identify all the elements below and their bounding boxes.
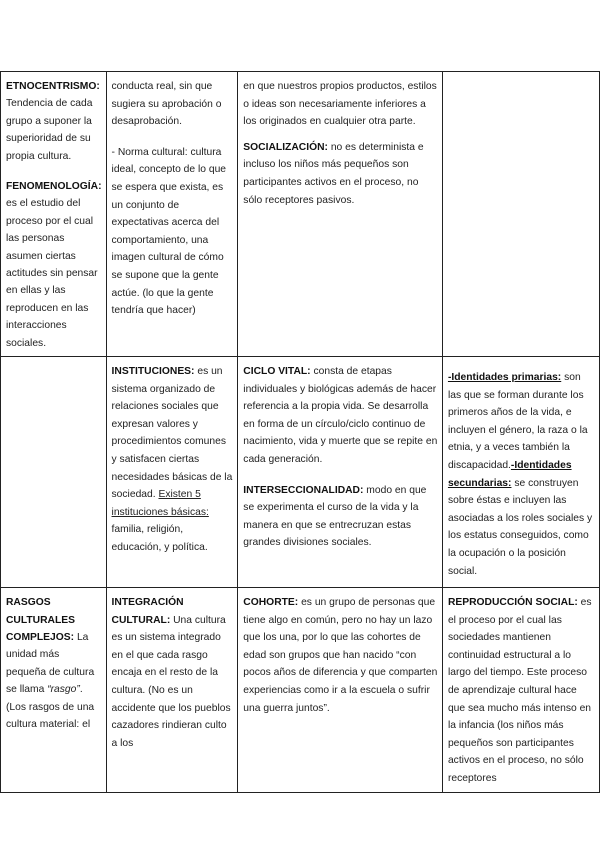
definition: es el proceso por el cual las sociedades mantienen continuidad estructural a lo largo del tiempo. Este proceso de aprendizaje cultural hace que sea mucho más intenso en la infancia (los niños más pequeños son participantes activos en el proceso, no sólo receptores [447, 597, 592, 785]
cell-r2-c4 [442, 357, 599, 588]
term: INTEGRACIÓN CULTURAL: [111, 597, 184, 626]
definition: es un sistema organizado de relaciones sociales que expresan valores y procedimientos comunes y satisfacen ciertas necesidades básicas de la sociedad. [111, 366, 233, 501]
table-row [1, 588, 600, 793]
cell-r3-c3 [238, 588, 443, 793]
rasgos-entry [6, 594, 102, 733]
continued-text: en que nuestros propios productos, estilos o ideas son necesariamente inferiores a los originados en cualquier otra parte. [243, 81, 437, 128]
term: COHORTE: [243, 597, 299, 609]
term: CICLO VITAL: [243, 366, 311, 378]
definition: son las que se forman durante los primeros años de la vida, e incluyen el género, la raza o la etnia, y a veces también la discapacidad. [447, 372, 588, 472]
cell-r3-c2 [106, 588, 238, 793]
definition: no es determinista e incluso los niños más pequeños son participantes activos en el proceso, no sólo receptores pasivos. [243, 141, 424, 206]
definition: Una cultura es un sistema integrado en el que cada rasgo encaja en el resto de la cultura. (No es un accidente que los pueblos cazadores rindieran culto a los [111, 614, 231, 749]
ciclo-vital-entry [243, 363, 438, 469]
term: -Identidades primarias: [447, 372, 562, 384]
cell-r2-c1 [1, 357, 107, 588]
reproduccion-entry [448, 594, 595, 788]
term: SOCIALIZACIÓN: [243, 141, 328, 153]
cell-r1-c3 [238, 72, 443, 357]
definition: es el estudio del proceso por el cual las personas asumen ciertas actitudes sin pensar en ellas y las reproducen en las interacciones sociales. [6, 198, 98, 349]
cell-r1-c2 [106, 72, 238, 357]
instituciones-entry [112, 363, 234, 557]
definition: La unidad más pequeña de cultura se llama [6, 631, 95, 696]
table-row [1, 357, 600, 588]
table-row [1, 72, 600, 357]
term: REPRODUCCIÓN SOCIAL: [447, 597, 578, 609]
definition: modo en que se experimenta el curso de la vida y la manera en que se entrecruzan estas grandes divisiones sociales. [243, 484, 427, 549]
term: -Identidades secundarias: [447, 460, 572, 489]
definition: consta de etapas individuales y biológicas además de hacer referencia a la propia vida. Se desarrolla en forma de un círculo/ciclo continuo de nacimiento, vida y muerte que se repite en cada generación. [243, 366, 438, 466]
continued-text: conducta real, sin que sugiera su aprobación o desaprobación. [111, 81, 222, 128]
interseccionalidad-entry [243, 482, 438, 552]
cell-r1-c1 [1, 72, 107, 357]
definition: Tendencia de cada grupo a suponer la superioridad de su propia cultura. [6, 98, 93, 162]
definition: es un grupo de personas que tiene algo en común, pero no hay un lazo que los una, por lo que las cohortes de edad son grupos que han nacido “con pocos años de diferencia y que comparten experiencias como ir a la escuela o sufrir una guerra juntos”. [243, 597, 438, 714]
instituciones-underlined: Existen 5 instituciones básicas: [111, 489, 209, 518]
socializacion-entry [243, 139, 438, 209]
etnocentrismo-entry [6, 78, 102, 165]
integracion-entry [112, 594, 234, 752]
fenomenologia-entry [6, 178, 102, 352]
cell-r3-c4 [442, 588, 599, 793]
cell-r1-c4 [442, 72, 599, 357]
identidades-entry [448, 363, 595, 580]
definition-tail: familia, religión, educación, y política. [111, 524, 208, 554]
rasgo-italic: “rasgo” [47, 684, 80, 696]
term: RASGOS CULTURALES COMPLEJOS: [6, 597, 76, 643]
definition-tail: . (Los rasgos de una cultura material: el [6, 684, 95, 730]
cell-r2-c3 [238, 357, 443, 588]
cohorte-entry [243, 594, 438, 717]
norma-cultural-entry: - Norma cultural: cultura ideal, concepto de lo que se espera que exista, es un conjunto de expectativas acerca del comportamiento, una imagen cultural de cómo se supone que la gente actúe. (lo que la gente tendría que hacer) [111, 146, 227, 317]
cell-r2-c2 [106, 357, 238, 588]
definition: se construyen sobre éstas e incluyen las asociadas a los roles sociales y los estatus conseguidos, como la ocupación o la posición social. [447, 477, 593, 577]
cell-r3-c1 [1, 588, 107, 793]
notes-table [0, 71, 600, 793]
term: INTERSECCIONALIDAD: [243, 484, 364, 496]
term: ETNOCENTRISMO: [6, 81, 100, 92]
term: INSTITUCIONES: [111, 366, 195, 378]
term: FENOMENOLOGÍA: [6, 181, 102, 193]
